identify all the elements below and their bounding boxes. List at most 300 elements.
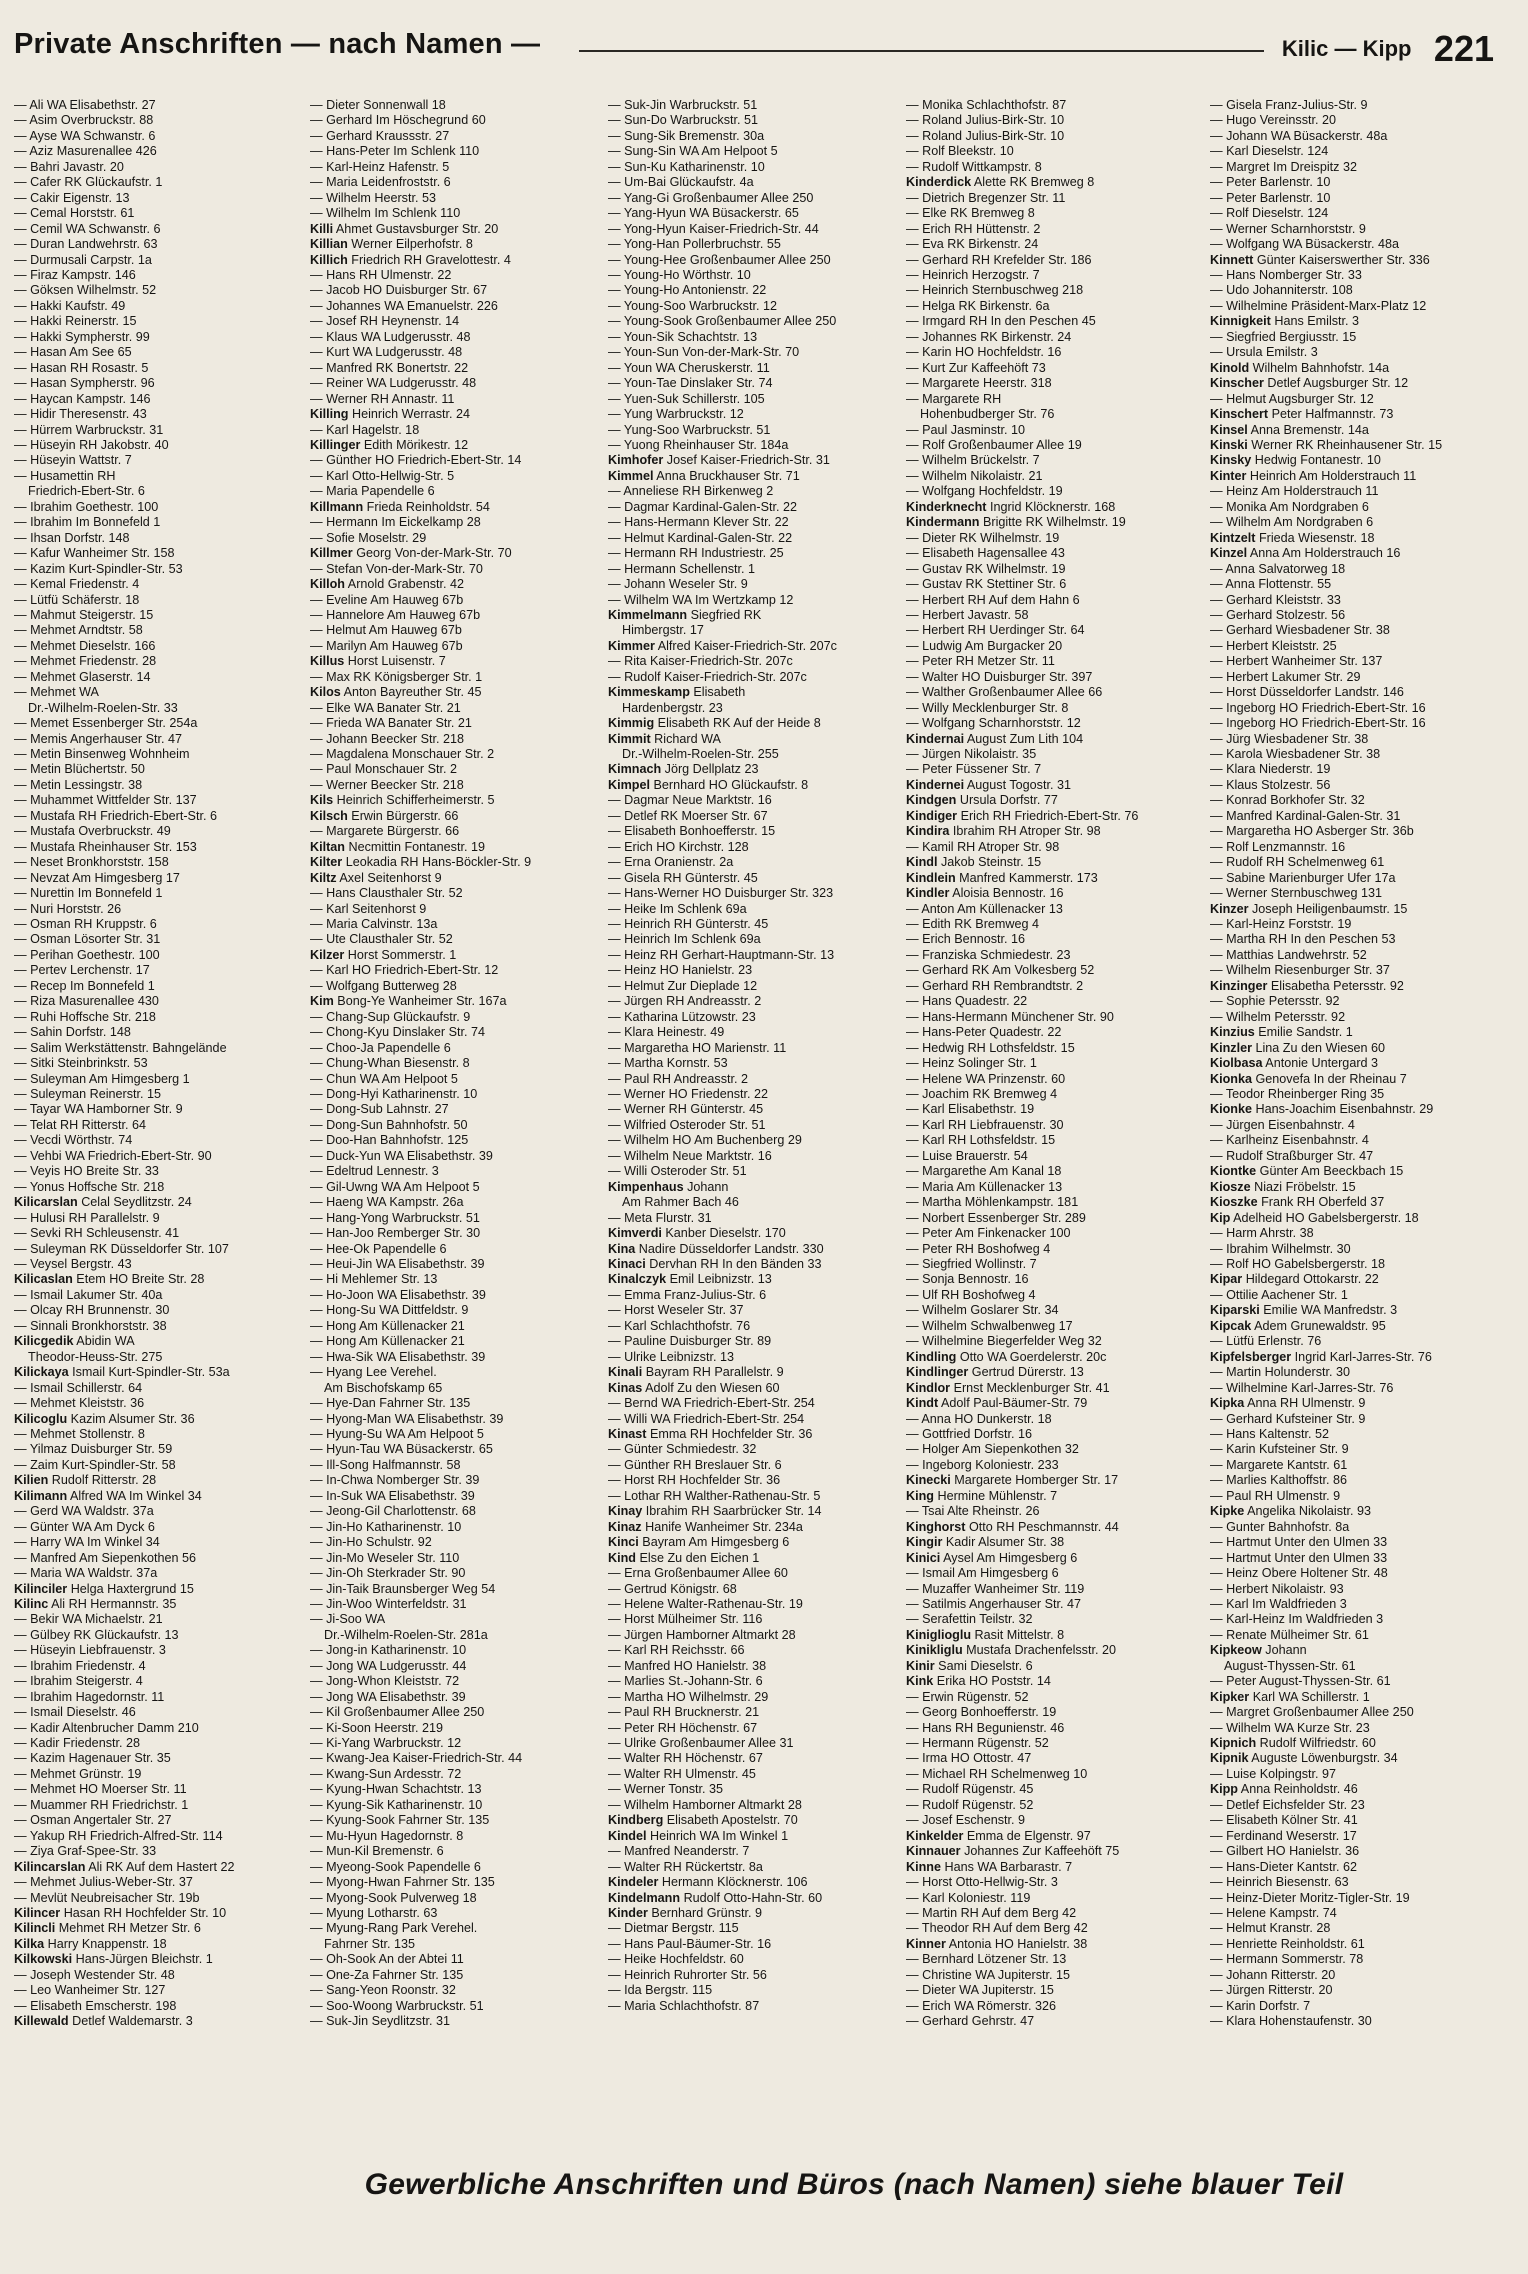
listing-entry: — Peter August-Thyssen-Str. 61	[1210, 1674, 1500, 1689]
listing-entry: — Heinrich RH Günterstr. 45	[608, 917, 898, 932]
surname-entry	[1210, 1319, 1500, 1334]
entry-text: Frieda Reinholdstr. 54	[363, 499, 490, 514]
listing-entry: — Yakup RH Friedrich-Alfred-Str. 114	[14, 1829, 296, 1844]
listing-entry: — Suleyman RK Düsseldorfer Str. 107	[14, 1242, 296, 1257]
surname: Kindlor	[906, 1380, 951, 1395]
listing-entry: — Kwang-Jea Kaiser-Friedrich-Str. 44	[310, 1751, 600, 1766]
listing-entry: — Hans-Dieter Kantstr. 62	[1210, 1860, 1500, 1875]
surname: Kindiger	[906, 808, 958, 823]
listing-entry: — Hee-Ok Papendelle 6	[310, 1242, 600, 1257]
surname-entry	[608, 469, 898, 484]
entry-text: Adem Grunewaldstr. 95	[1251, 1318, 1386, 1333]
surname: Kionka	[1210, 1071, 1252, 1086]
surname-entry	[608, 1180, 898, 1195]
listing-entry: — Haeng WA Kampstr. 26a	[310, 1195, 600, 1210]
surname: Killing	[310, 407, 349, 422]
listing-entry: — Ida Bergstr. 115	[608, 1983, 898, 1998]
surname-entry	[608, 1906, 898, 1921]
surname-entry	[608, 608, 898, 623]
surname-entry	[310, 438, 600, 453]
listing-entry: — Hye-Dan Fahrner Str. 135	[310, 1396, 600, 1411]
listing-entry: — Osman Lösorter Str. 31	[14, 932, 296, 947]
listing-entry: — Helmut Am Hauweg 67b	[310, 623, 600, 638]
surname: Kinzius	[1210, 1025, 1255, 1040]
entry-text: Abidin WA	[73, 1334, 135, 1349]
listing-entry: — Anna Salvatorweg 18	[1210, 562, 1500, 577]
listing-entry: — Martin RH Auf dem Berg 42	[906, 1906, 1206, 1921]
entry-text: Ursula Dorfstr. 77	[956, 793, 1058, 808]
entry-text: Heinrich Schifferheimerstr. 5	[333, 793, 495, 808]
listing-entry: — Elisabeth Bonhoefferstr. 15	[608, 824, 898, 839]
listing-entry: — Jürgen Hamborner Altmarkt 28	[608, 1628, 898, 1643]
surname: Kindernai	[906, 731, 965, 746]
listing-entry: — Willy Mecklenburger Str. 8	[906, 701, 1206, 716]
listing-entry: — Wilhelm Im Schlenk 110	[310, 206, 600, 221]
surname: Kimpel	[608, 777, 650, 792]
listing-entry: — Jong WA Elisabethstr. 39	[310, 1690, 600, 1705]
entry-continuation: Am Rahmer Bach 46	[622, 1195, 739, 1210]
listing-entry: — Wolfgang Scharnhorststr. 12	[906, 716, 1206, 731]
listing-entry: — Cakir Eigenstr. 13	[14, 191, 296, 206]
surname-entry	[310, 500, 600, 515]
listing-entry: — Sung-Sik Bremenstr. 30a	[608, 129, 898, 144]
entry-text: Anna Am Holderstrauch 16	[1247, 546, 1401, 561]
surname-entry	[608, 1551, 898, 1566]
listing-entry: — Lütfü Erlenstr. 76	[1210, 1334, 1500, 1349]
listing-entry: — Hans-Hermann Münchener Str. 90	[906, 1010, 1206, 1025]
listing-entry: — Norbert Essenberger Str. 289	[906, 1211, 1206, 1226]
listing-entry: — Karl HO Friedrich-Ebert-Str. 12	[310, 963, 600, 978]
surname: Kingir	[906, 1535, 943, 1550]
entry-text: August Zum Lith 104	[964, 731, 1084, 746]
listing-entry: — Martin Holunderstr. 30	[1210, 1365, 1500, 1380]
listing-entry: — Mahmut Steigerstr. 15	[14, 608, 296, 623]
listing-entry: — Manfred HO Hanielstr. 38	[608, 1659, 898, 1674]
listing-entry: — Hermann Sommerstr. 78	[1210, 1952, 1500, 1967]
listing-entry: — Hong Am Küllenacker 21	[310, 1334, 600, 1349]
surname-entry	[906, 1489, 1206, 1504]
listing-entry: — Zaim Kurt-Spindler-Str. 58	[14, 1458, 296, 1473]
surname: Kilicaslan	[14, 1272, 73, 1287]
listing-entry: — Duran Landwehrstr. 63	[14, 237, 296, 252]
surname: Kinsky	[1210, 453, 1252, 468]
surname: Kipp	[1210, 1782, 1238, 1797]
listing-entry: — Mehmet Dieselstr. 166	[14, 639, 296, 654]
listing-entry: — Jin-Ho Schulstr. 92	[310, 1535, 600, 1550]
listing-entry: — Paul RH Andreasstr. 2	[608, 1072, 898, 1087]
entry-text: Manfred Kammerstr. 173	[955, 870, 1098, 885]
listing-entry: — Youn-Sun Von-der-Mark-Str. 70	[608, 345, 898, 360]
listing-entry: — Mehmet Friedenstr. 28	[14, 654, 296, 669]
listing-entry: — Gülbey RK Glückaufstr. 13	[14, 1628, 296, 1643]
listing-entry: — Maria Leidenfroststr. 6	[310, 175, 600, 190]
entry-text: Heinrich Am Holderstrauch 11	[1246, 468, 1417, 483]
listing-entry: — Wilhelm HO Am Buchenberg 29	[608, 1133, 898, 1148]
surname-entry	[1210, 1180, 1500, 1195]
listing-entry: — Gerhard RH Rembrandtstr. 2	[906, 979, 1206, 994]
listing-entry: — Irmgard RH In den Peschen 45	[906, 314, 1206, 329]
listing-entry: — Jürgen Ritterstr. 20	[1210, 1983, 1500, 1998]
surname-entry	[1210, 979, 1500, 994]
listing-entry: — Hans Kaltenstr. 52	[1210, 1427, 1500, 1442]
listing-entry: — Sung-Sin WA Am Helpoot 5	[608, 144, 898, 159]
listing-entry: — Rudolf Rügenstr. 45	[906, 1782, 1206, 1797]
surname: Killian	[310, 237, 348, 252]
listing-entry: — Michael RH Schelmenweg 10	[906, 1767, 1206, 1782]
listing-entry: — Ingeborg Koloniestr. 233	[906, 1458, 1206, 1473]
listing-entry: — Myong-Hwan Fahrner Str. 135	[310, 1875, 600, 1890]
listing-entry: — Walther Großenbaumer Allee 66	[906, 685, 1206, 700]
surname: Killich	[310, 252, 348, 267]
listing-entry: — Franziska Schmiedestr. 23	[906, 948, 1206, 963]
listing-entry: — Helmut Zur Dieplade 12	[608, 979, 898, 994]
surname-entry	[906, 500, 1206, 515]
listing-entry: — Mustafa Overbruckstr. 49	[14, 824, 296, 839]
surname: Kilsch	[310, 808, 348, 823]
listing-entry: — Helene Walter-Rathenau-Str. 19	[608, 1597, 898, 1612]
listing-entry: — Youn WA Cheruskerstr. 11	[608, 361, 898, 376]
surname-entry	[310, 809, 600, 824]
listing-entry: — Soo-Woong Warbruckstr. 51	[310, 1999, 600, 2014]
listing-entry: — Marlies St.-Johann-Str. 6	[608, 1674, 898, 1689]
listing-entry: — Eva RK Birkenstr. 24	[906, 237, 1206, 252]
listing-entry: — Dong-Sub Lahnstr. 27	[310, 1102, 600, 1117]
listing-entry: — Chong-Kyu Dinslaker Str. 74	[310, 1025, 600, 1040]
listing-entry: — Horst RH Hochfelder Str. 36	[608, 1473, 898, 1488]
surname: Kinzler	[1210, 1040, 1252, 1055]
surname-entry	[608, 716, 898, 731]
listing-entry: — Lothar RH Walther-Rathenau-Str. 5	[608, 1489, 898, 1504]
listing-entry: — Dieter WA Jupiterstr. 15	[906, 1983, 1206, 1998]
listing-entry: — Suleyman Am Himgesberg 1	[14, 1072, 296, 1087]
entry-text: Edith Mörikestr. 12	[360, 437, 469, 452]
listing-entry: — Mehmet HO Moerser Str. 11	[14, 1782, 296, 1797]
listing-entry: — Wilhelm Heerstr. 53	[310, 191, 600, 206]
entry-text: Ingrid Karl-Jarres-Str. 76	[1291, 1349, 1432, 1364]
surname-entry	[608, 1520, 898, 1535]
surname-entry	[608, 1365, 898, 1380]
listing-entry: — Helene WA Prinzenstr. 60	[906, 1072, 1206, 1087]
entry-text: Elisabeth Apostelstr. 70	[663, 1813, 798, 1828]
listing-entry: — Riza Masurenallee 430	[14, 994, 296, 1009]
listing-entry: — Mehmet Stollenstr. 8	[14, 1427, 296, 1442]
listing-entry: — Detlef RK Moerser Str. 67	[608, 809, 898, 824]
listing-entry: — Mu-Hyun Hagedornstr. 8	[310, 1829, 600, 1844]
listing-entry: — Karin HO Hochfeldstr. 16	[906, 345, 1206, 360]
listing-entry: — Kyung-Sik Katharinenstr. 10	[310, 1798, 600, 1813]
listing-entry: — Martha Kornstr. 53	[608, 1056, 898, 1071]
listing-entry: — Hans RH Begunienstr. 46	[906, 1721, 1206, 1736]
listing-entry: — Jürgen Nikolaistr. 35	[906, 747, 1206, 762]
listing-entry: — Gerhard Kleiststr. 33	[1210, 593, 1500, 608]
listing-entry: — Wolfgang WA Büsackerstr. 48a	[1210, 237, 1500, 252]
listing-entry: — Horst Weseler Str. 37	[608, 1303, 898, 1318]
surname: Kinikliglu	[906, 1643, 963, 1658]
listing-entry: — Ibrahim Friedenstr. 4	[14, 1659, 296, 1674]
surname: Kilien	[14, 1473, 49, 1488]
listing-entry: — Ki-Yang Warbruckstr. 12	[310, 1736, 600, 1751]
entry-text: Johann	[683, 1179, 729, 1194]
listing-entry: — Ulf RH Boshofweg 4	[906, 1288, 1206, 1303]
surname: Kimhofer	[608, 453, 664, 468]
surname: Kintzelt	[1210, 530, 1256, 545]
listing-entry: — Pauline Duisburger Str. 89	[608, 1334, 898, 1349]
listing-entry: — Gerhard Im Höschegrund 60	[310, 113, 600, 128]
listing-entry: — Karl Otto-Hellwig-Str. 5	[310, 469, 600, 484]
listing-entry: — Gilbert HO Hanielstr. 36	[1210, 1844, 1500, 1859]
surname: Kinderknecht	[906, 499, 987, 514]
surname-entry	[1210, 1751, 1500, 1766]
surname-entry	[310, 994, 600, 1009]
entry-text: Rasit Mittelstr. 8	[971, 1627, 1065, 1642]
surname: Kinne	[906, 1859, 941, 1874]
entry-text: Alette RK Bremweg 8	[971, 175, 1095, 190]
surname-entry	[906, 732, 1206, 747]
listing-entry: — Joseph Westender Str. 48	[14, 1968, 296, 1983]
listing-entry: — Anna Flottenstr. 55	[1210, 577, 1500, 592]
surname: Kinir	[906, 1658, 935, 1673]
surname: Kinschert	[1210, 407, 1269, 422]
listing-entry: — Josef Eschenstr. 9	[906, 1813, 1206, 1828]
listing-entry: — Metin Lessingstr. 38	[14, 778, 296, 793]
surname: Kim	[310, 994, 334, 1009]
listing-entry: — Ali WA Elisabethstr. 27	[14, 98, 296, 113]
listing-entry: — Theodor RH Auf dem Berg 42	[906, 1921, 1206, 1936]
surname-entry	[310, 237, 600, 252]
listing-entry: — Rudolf RH Schelmenweg 61	[1210, 855, 1500, 870]
directory-columns	[14, 98, 1500, 2138]
surname-entry	[906, 1473, 1206, 1488]
surname: Kilinciler	[14, 1581, 68, 1596]
listing-entry: — Ihsan Dorfstr. 148	[14, 531, 296, 546]
surname-entry	[906, 809, 1206, 824]
surname: Kioszke	[1210, 1195, 1258, 1210]
listing-entry: — Luise Kolpingstr. 97	[1210, 1767, 1500, 1782]
entry-text: Antonie Untergard 3	[1262, 1056, 1379, 1071]
surname: Kinder	[608, 1906, 648, 1921]
entry-text: Günter Kaiserswerther Str. 336	[1253, 252, 1430, 267]
entry-text: Elisabetha Petersstr. 92	[1267, 978, 1404, 993]
surname: Killi	[310, 221, 334, 236]
listing-entry: — Hakki Reinerstr. 15	[14, 314, 296, 329]
surname-entry	[1210, 1072, 1500, 1087]
surname: Kindelmann	[608, 1890, 681, 1905]
listing-entry: — Wilhelmine Karl-Jarres-Str. 76	[1210, 1381, 1500, 1396]
listing-entry: — Klara Hohenstaufenstr. 30	[1210, 2014, 1500, 2029]
listing-entry: — Cemal Horststr. 61	[14, 206, 296, 221]
surname-entry	[310, 654, 600, 669]
listing-entry: — Karl Koloniestr. 119	[906, 1891, 1206, 1906]
listing-entry: — Heinrich Ruhrorter Str. 56	[608, 1968, 898, 1983]
surname-entry	[1210, 314, 1500, 329]
listing-entry: — Udo Johanniterstr. 108	[1210, 283, 1500, 298]
surname: Kindling	[906, 1349, 957, 1364]
entry-text: August Togostr. 31	[964, 777, 1071, 792]
listing-entry: — Hermann Rügenstr. 52	[906, 1736, 1206, 1751]
listing-entry: — Mehmet Kleiststr. 36	[14, 1396, 296, 1411]
surname-entry	[1210, 423, 1500, 438]
listing-entry: — Paul Jasminstr. 10	[906, 423, 1206, 438]
entry-continuation: August-Thyssen-Str. 61	[1224, 1658, 1356, 1673]
listing-entry: — Metin Blüchertstr. 50	[14, 762, 296, 777]
listing-entry: — Veyis HO Breite Str. 33	[14, 1164, 296, 1179]
listing-entry: — Herbert Kleiststr. 25	[1210, 639, 1500, 654]
surname-entry	[608, 685, 898, 700]
listing-entry: — Marlies Kalthoffstr. 86	[1210, 1473, 1500, 1488]
surname-entry	[608, 1504, 898, 1519]
listing-entry: — Karl Elisabethstr. 19	[906, 1102, 1206, 1117]
listing-entry: — Memet Essenberger Str. 254a	[14, 716, 296, 731]
surname: Kilka	[14, 1936, 45, 1951]
listing-entry: — Heinz Obere Holtener Str. 48	[1210, 1566, 1500, 1581]
surname: Kink	[906, 1674, 934, 1689]
surname-entry	[1210, 1303, 1500, 1318]
entry-text: Günter Am Beeckbach 15	[1256, 1164, 1404, 1179]
listing-entry: — Wilhelm Neue Marktstr. 16	[608, 1149, 898, 1164]
listing-entry: — Hans-Peter Im Schlenk 110	[310, 144, 600, 159]
surname-entry	[1210, 1164, 1500, 1179]
entry-text: Anna RH Ulmenstr. 9	[1244, 1396, 1366, 1411]
listing-entry: — Kurt Zur Kaffeehöft 73	[906, 361, 1206, 376]
surname: Kinay	[608, 1504, 643, 1519]
listing-entry: — Margarete RH	[906, 392, 1206, 407]
entry-text: Emma de Elgenstr. 97	[963, 1828, 1091, 1843]
listing-entry: — Ingeborg HO Friedrich-Ebert-Str. 16	[1210, 701, 1500, 716]
surname-entry	[906, 175, 1206, 190]
listing-entry: — Hans Clausthaler Str. 52	[310, 886, 600, 901]
surname-entry	[608, 639, 898, 654]
entry-text: Mehmet RH Metzer Str. 6	[55, 1921, 201, 1936]
surname-entry	[1210, 1272, 1500, 1287]
listing-entry: — Young-Hee Großenbaumer Allee 250	[608, 253, 898, 268]
surname-entry	[310, 948, 600, 963]
surname-entry	[906, 871, 1206, 886]
listing-entry: — Hans-Werner HO Duisburger Str. 323	[608, 886, 898, 901]
listing-entry: — Gerd WA Waldstr. 37a	[14, 1504, 296, 1519]
listing-entry: — Hulusi RH Parallelstr. 9	[14, 1211, 296, 1226]
surname-entry	[906, 1551, 1206, 1566]
directory-column-1	[14, 98, 296, 2138]
surname: Kilincli	[14, 1921, 56, 1936]
surname-entry	[1210, 1736, 1500, 1751]
listing-entry: — Rolf Bleekstr. 10	[906, 144, 1206, 159]
listing-entry: — Ibrahim Wilhelmstr. 30	[1210, 1242, 1500, 1257]
surname: Kinner	[906, 1936, 946, 1951]
listing-entry: — Suk-Jin Seydlitzstr. 31	[310, 2014, 600, 2029]
entry-text: Helga Haxtergrund 15	[67, 1581, 194, 1596]
listing-entry: — Duck-Yun WA Elisabethstr. 39	[310, 1149, 600, 1164]
surname-entry	[14, 1195, 296, 1210]
entry-text: Niazi Fröbelstr. 15	[1250, 1179, 1356, 1194]
listing-entry: — Karl Im Waldfrieden 3	[1210, 1597, 1500, 1612]
listing-entry: — Memis Angerhauser Str. 47	[14, 732, 296, 747]
listing-entry: — Anna HO Dunkerstr. 18	[906, 1412, 1206, 1427]
listing-entry: — Rudolf Kaiser-Friedrich-Str. 207c	[608, 670, 898, 685]
surname-entry	[906, 793, 1206, 808]
entry-text: Genovefa In der Rheinau 7	[1252, 1071, 1407, 1086]
surname-entry	[608, 1427, 898, 1442]
entry-text: Frieda Wiesenstr. 18	[1255, 530, 1375, 545]
listing-entry: — Walter RH Ulmenstr. 45	[608, 1767, 898, 1782]
surname: Kimnach	[608, 762, 662, 777]
entry-text: Sami Dieselstr. 6	[934, 1658, 1033, 1673]
entry-text: Frank RH Oberfeld 37	[1257, 1195, 1385, 1210]
listing-entry: — Helmut Kardinal-Galen-Str. 22	[608, 531, 898, 546]
listing-entry: — Ulrike Leibnizstr. 13	[608, 1350, 898, 1365]
listing-entry: — Ibrahim Hagedornstr. 11	[14, 1690, 296, 1705]
surname-entry	[14, 1334, 296, 1349]
listing-entry: — Yong-Han Pollerbruchstr. 55	[608, 237, 898, 252]
listing-entry: — Young-Sook Großenbaumer Allee 250	[608, 314, 898, 329]
listing-entry: — Jürgen Eisenbahnstr. 4	[1210, 1118, 1500, 1133]
surname-entry	[1210, 438, 1500, 453]
listing-entry: — Osman Angertaler Str. 27	[14, 1813, 296, 1828]
listing-entry: — Myeong-Sook Papendelle 6	[310, 1860, 600, 1875]
listing-entry: — Karl Hagelstr. 18	[310, 423, 600, 438]
surname: Kinski	[1210, 437, 1248, 452]
listing-entry: — Gisela RH Günterstr. 45	[608, 871, 898, 886]
listing-entry: — Jin-Ho Katharinenstr. 10	[310, 1520, 600, 1535]
surname: Kinci	[608, 1535, 639, 1550]
surname: Kip	[1210, 1210, 1231, 1225]
listing-entry: — Klaus WA Ludgerusstr. 48	[310, 330, 600, 345]
listing-entry: — Wilhelm Petersstr. 92	[1210, 1010, 1500, 1025]
surname: Kilicarslan	[14, 1195, 78, 1210]
entry-text: Ingrid Klöcknerstr. 168	[986, 499, 1116, 514]
surname-entry	[906, 1520, 1206, 1535]
listing-entry: — Tsai Alte Rheinstr. 26	[906, 1504, 1206, 1519]
surname-entry	[608, 762, 898, 777]
surname-entry	[14, 1937, 296, 1952]
listing-entry: — Wolfgang Butterweg 28	[310, 979, 600, 994]
entry-continuation: Friedrich-Ebert-Str. 6	[28, 484, 145, 499]
surname: Kilter	[310, 855, 343, 870]
listing-entry: — Myong-Sook Pulverweg 18	[310, 1891, 600, 1906]
listing-entry: — Mustafa RH Friedrich-Ebert-Str. 6	[14, 809, 296, 824]
listing-entry: — Walter HO Duisburger Str. 397	[906, 670, 1206, 685]
listing-entry: — Manfred RK Bonertstr. 22	[310, 361, 600, 376]
listing-entry: — Muzaffer Wanheimer Str. 119	[906, 1582, 1206, 1597]
listing-entry: — Ill-Song Halfmannstr. 58	[310, 1458, 600, 1473]
listing-entry: — Peter Barlenstr. 10	[1210, 191, 1500, 206]
entry-text: Auguste Löwenburgstr. 34	[1248, 1751, 1398, 1766]
surname-entry	[608, 1226, 898, 1241]
listing-entry: — Muhammet Wittfelder Str. 137	[14, 793, 296, 808]
listing-entry: — Yung Warbruckstr. 12	[608, 407, 898, 422]
surname-entry	[1210, 1102, 1500, 1117]
listing-entry: — Wilhelm Schwalbenweg 17	[906, 1319, 1206, 1334]
listing-entry: — Klaus Stolzestr. 56	[1210, 778, 1500, 793]
surname: Kimmig	[608, 716, 655, 731]
listing-entry: — Wilhelm WA Im Wertzkamp 12	[608, 593, 898, 608]
listing-entry: — Olcay RH Brunnenstr. 30	[14, 1303, 296, 1318]
surname-entry	[310, 577, 600, 592]
listing-entry: — Ismail Schillerstr. 64	[14, 1381, 296, 1396]
listing-entry: — Walter RH Rückertstr. 8a	[608, 1860, 898, 1875]
listing-entry: — Margaretha HO Asberger Str. 36b	[1210, 824, 1500, 839]
listing-entry: — Mehmet Arndtstr. 58	[14, 623, 296, 638]
listing-entry: — Ute Clausthaler Str. 52	[310, 932, 600, 947]
listing-entry: — Margarete Heerstr. 318	[906, 376, 1206, 391]
entry-text: Joseph Heiligenbaumstr. 15	[1248, 901, 1408, 916]
listing-entry: — Emma Franz-Julius-Str. 6	[608, 1288, 898, 1303]
listing-entry: — Kadir Altenbrucher Damm 210	[14, 1721, 296, 1736]
listing-entry: — Wilhelmine Biegerfelder Weg 32	[906, 1334, 1206, 1349]
listing-entry: — Werner RH Annastr. 11	[310, 392, 600, 407]
surname: Kinaz	[608, 1519, 642, 1534]
listing-entry: — Margarete Bürgerstr. 66	[310, 824, 600, 839]
listing-entry: — Mehmet Glaserstr. 14	[14, 670, 296, 685]
